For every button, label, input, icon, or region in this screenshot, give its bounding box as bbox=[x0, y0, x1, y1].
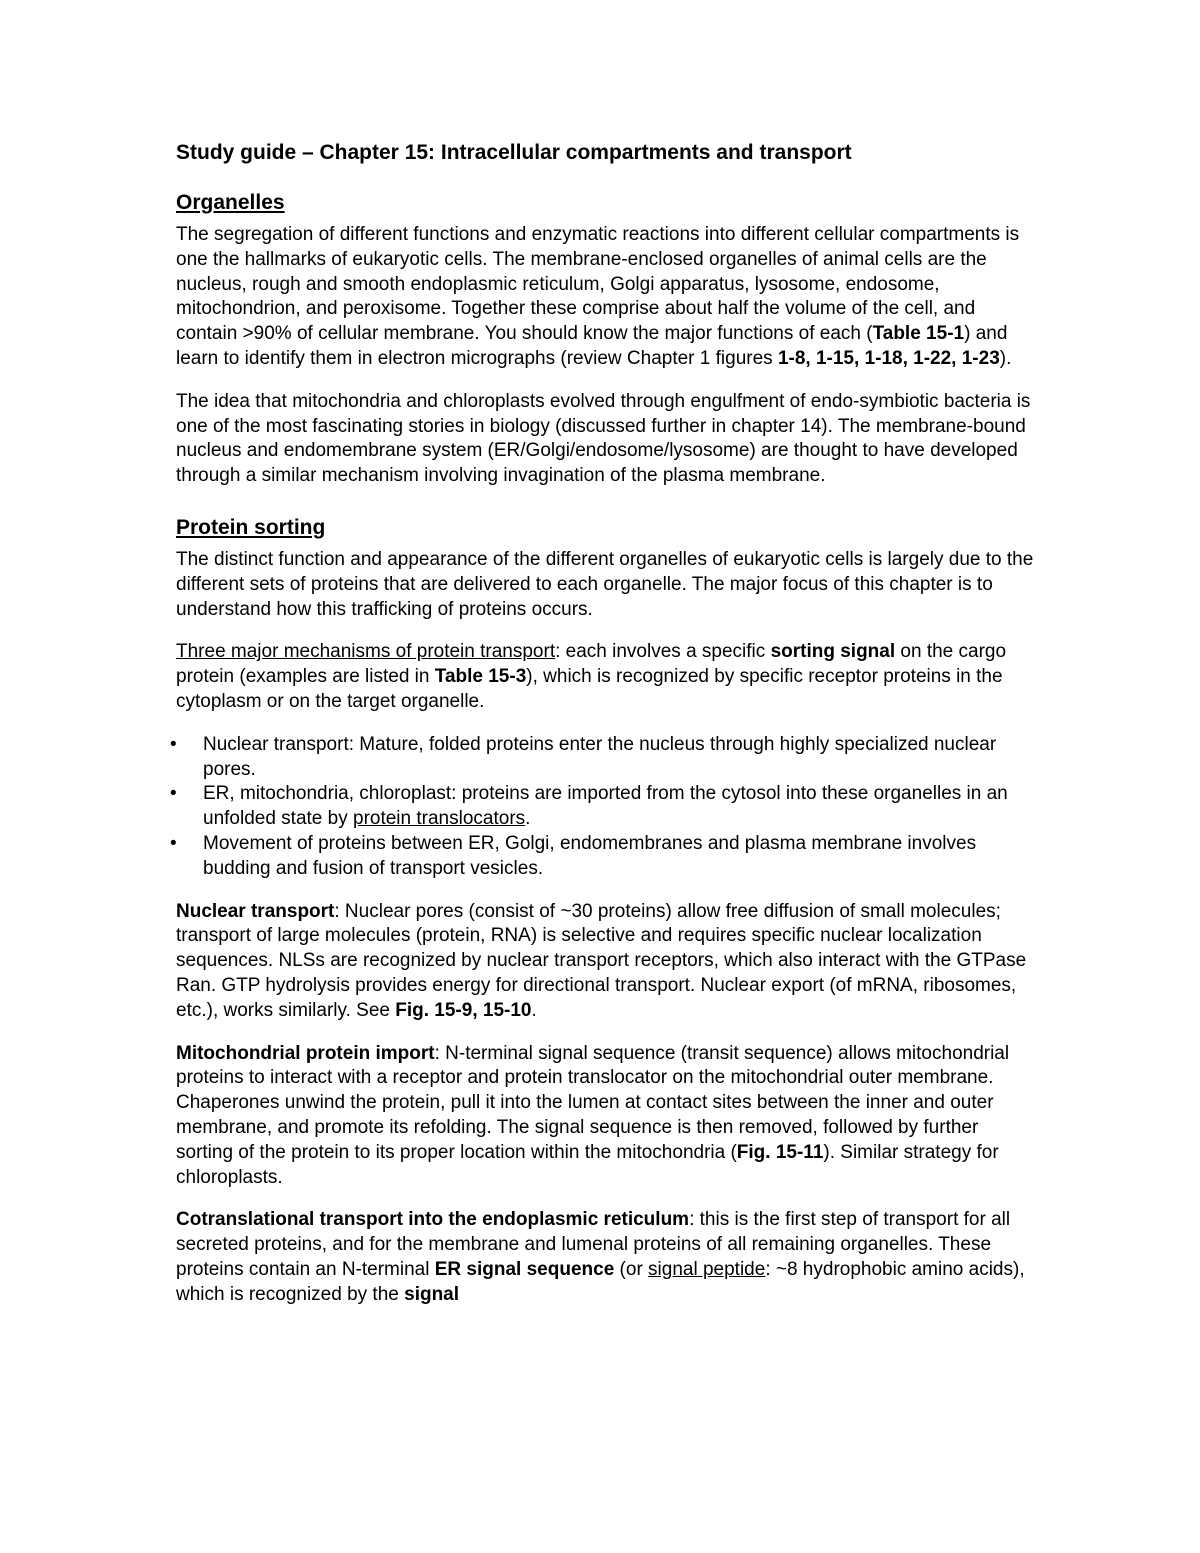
list-item-text: Nuclear transport: Mature, folded proteins enter the nucleus through highly specialized nuclear pores. bbox=[203, 733, 997, 780]
section-heading-organelles: Organelles bbox=[176, 191, 285, 214]
bullet-icon: • bbox=[170, 832, 177, 854]
table-ref: Table 15-3 bbox=[434, 666, 527, 688]
text-run: ), which is recognized by specific receptor proteins in the cytoplasm or on the target organelle. bbox=[176, 666, 1003, 712]
list-item bbox=[170, 782, 1036, 832]
underlined-term: signal peptide bbox=[648, 1258, 766, 1280]
mitochondrial-import-paragraph bbox=[176, 1042, 1036, 1191]
document-page bbox=[170, 138, 1036, 1307]
text-run: . bbox=[531, 999, 537, 1021]
bold-term: sorting signal bbox=[770, 641, 896, 663]
section-heading-protein-sorting: Protein sorting bbox=[176, 515, 326, 539]
text-run: on the cargo protein (examples are listed in bbox=[176, 641, 1007, 688]
nuclear-transport-paragraph bbox=[176, 900, 1036, 1024]
document-title: Study guide – Chapter 15: Intracellular compartments and transport bbox=[176, 141, 852, 164]
cotranslational-transport-paragraph bbox=[176, 1208, 1036, 1307]
figure-ref: Fig. 15-11 bbox=[736, 1141, 824, 1163]
mechanism-list bbox=[170, 733, 1036, 882]
organelles-paragraph-2: The idea that mitochondria and chloroplasts evolved through engulfment of endo-symbiotic bacteria is one of the most fascinating stories in biology (discussed further in chapter 14). The membrane-bound nucleus and endomembrane system (ER/Golgi/endosome/lysosome) are thought to have developed through a similar mechanism involving invagination of the plasma membrane. bbox=[176, 390, 1031, 487]
text-run: (or bbox=[614, 1258, 649, 1280]
text-run: : each involves a specific bbox=[555, 641, 771, 663]
organelles-paragraph-1 bbox=[176, 223, 1036, 372]
text-run: : ~8 hydrophobic amino acids), which is recognized by the bbox=[176, 1258, 1025, 1305]
bold-term: Mitochondrial protein import bbox=[176, 1042, 435, 1064]
text-run: ) and learn to identify them in electron micrographs (review Chapter 1 figures bbox=[176, 323, 1008, 369]
text-run: : N-terminal signal sequence (transit sequence) allows mitochondrial proteins to interact with a receptor and protein translocator on the mitochondrial outer membrane. Chaperones unwind the protein, pull it into the lumen at contact sites between the inner and outer membrane, and promote its refolding. The signal sequence is then removed, followed by further sorting of the protein to its proper location within the mitochondria ( bbox=[176, 1042, 1010, 1163]
underlined-term: Three major mechanisms of protein transport bbox=[176, 641, 556, 663]
text-run: ER, mitochondria, chloroplast: proteins are imported from the cytosol into these organelles in an unfolded state by bbox=[203, 783, 1008, 830]
figure-refs: 1-8, 1-15, 1-18, 1-22, 1-23 bbox=[777, 347, 1000, 369]
text-run: ). bbox=[999, 347, 1012, 369]
bold-term: signal bbox=[404, 1283, 460, 1305]
table-ref: Table 15-1 bbox=[872, 323, 965, 345]
bullet-icon: • bbox=[170, 733, 177, 755]
text-run: : this is the first step of transport for all secreted proteins, and for the membrane and lumenal proteins of all remaining organelles. These proteins contain an N-terminal bbox=[176, 1209, 1011, 1280]
bullet-icon: • bbox=[170, 783, 177, 805]
sorting-paragraph-1: The distinct function and appearance of the different organelles of eukaryotic cells is largely due to the different sets of proteins that are delivered to each organelle. The major focus of this chapter is to understand how this trafficking of proteins occurs. bbox=[176, 548, 1034, 620]
figure-refs: Fig. 15-9, 15-10 bbox=[395, 999, 532, 1021]
text-run: ). Similar strategy for chloroplasts. bbox=[176, 1141, 999, 1188]
text-run: . bbox=[525, 808, 531, 830]
list-item bbox=[170, 733, 1036, 783]
text-run: The segregation of different functions and enzymatic reactions into different cellular compartments is one the hallmarks of eukaryotic cells. The membrane-enclosed organelles of animal cells are the nucleus, rough and smooth endoplasmic reticulum, Golgi apparatus, lysosome, endosome, mitochondrion, and peroxisome. Together these comprise about half the volume of the cell, and contain >90% of cellular membrane. You should know the major functions of each ( bbox=[176, 224, 1020, 345]
bold-term: Nuclear transport bbox=[176, 900, 335, 922]
text-run: : Nuclear pores (consist of ~30 proteins) allow free diffusion of small molecules; transport of large molecules (protein, RNA) is selective and requires specific nuclear localization sequences. NLSs are recognized by nuclear transport receptors, which also interact with the GTPase Ran. GTP hydrolysis provides energy for directional transport. Nuclear export (of mRNA, ribosomes, etc.), works similarly. See bbox=[176, 900, 1027, 1021]
underlined-term: protein translocators bbox=[353, 808, 526, 830]
list-item bbox=[170, 832, 1036, 882]
bold-term: Cotranslational transport into the endoplasmic reticulum bbox=[176, 1209, 690, 1231]
sorting-paragraph-2 bbox=[176, 640, 1036, 714]
list-item-text: Movement of proteins between ER, Golgi, endomembranes and plasma membrane involves budding and fusion of transport vesicles. bbox=[203, 832, 977, 879]
bold-term: ER signal sequence bbox=[434, 1258, 615, 1280]
